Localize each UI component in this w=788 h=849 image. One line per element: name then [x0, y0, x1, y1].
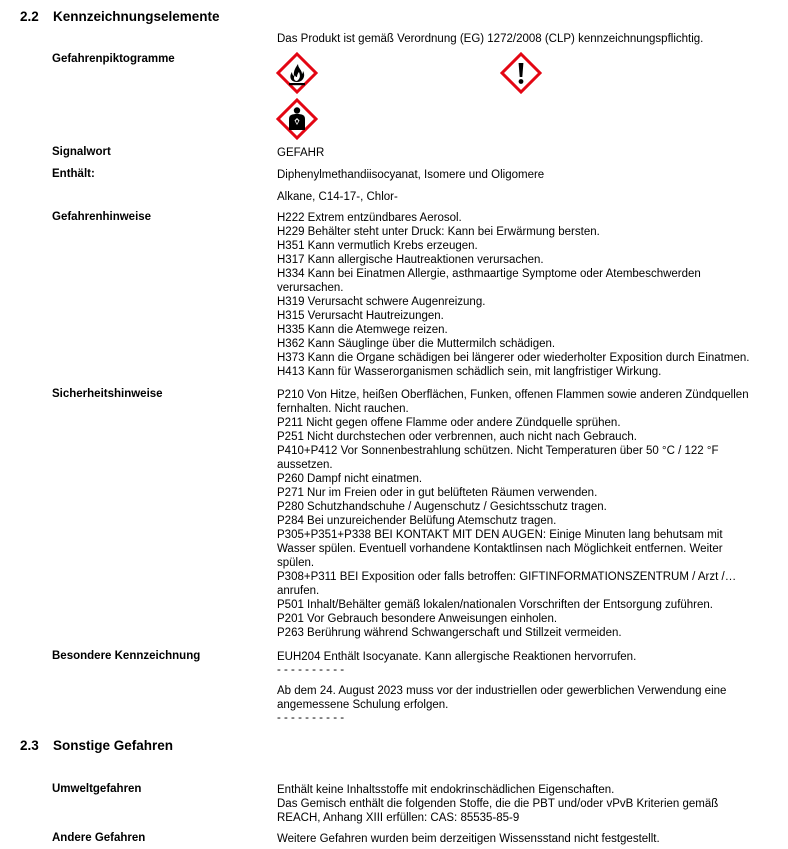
section-2-2-heading: [20, 9, 220, 24]
hazard-line: H351 Kann vermutlich Krebs erzeugen.: [277, 240, 478, 252]
precaution-line: P201 Vor Gebrauch besondere Anweisungen einholen.: [277, 613, 558, 625]
labeling-intro: Das Produkt ist gemäß Verordnung (EG) 1272/2008 (CLP) kennzeichnungspflichtig.: [277, 33, 704, 45]
environmental-line: Enthält keine Inhaltsstoffe mit endokrinschädlichen Eigenschaften.: [277, 784, 615, 796]
contains-label: Enthält:: [52, 168, 95, 180]
special-labeling-line: EUH204 Enthält Isocyanate. Kann allergische Reaktionen hervorrufen.: [277, 651, 637, 663]
precaution-line: P284 Bei unzureichender Belüfung Atemschutz tragen.: [277, 515, 557, 527]
hazard-line: H317 Kann allergische Hautreaktionen verursachen.: [277, 254, 544, 266]
hazard-line: H334 Kann bei Einatmen Allergie, asthmaartige Symptome oder Atembeschwerden: [277, 268, 701, 280]
precaution-line: P260 Dampf nicht einatmen.: [277, 473, 423, 485]
other-hazards-value: Weitere Gefahren wurden beim derzeitigen Wissensstand nicht festgestellt.: [277, 833, 660, 845]
precaution-line: P211 Nicht gegen offene Flamme oder andere Zündquelle sprühen.: [277, 417, 621, 429]
contains-item: Diphenylmethandiisocyanat, Isomere und Oligomere: [277, 169, 545, 181]
environmental-hazards-text: [277, 783, 782, 825]
precaution-line: P251 Nicht durchstechen oder verbrennen, auch nicht nach Gebrauch.: [277, 431, 637, 443]
hazard-line: H222 Extrem entzündbares Aerosol.: [277, 212, 462, 224]
precaution-line: P305+P351+P338 BEI KONTAKT MIT DEN AUGEN: Einige Minuten lang behutsam mit: [277, 529, 723, 541]
hazard-statements-list: [277, 211, 782, 379]
signal-word-value: GEFAHR: [277, 147, 325, 159]
precaution-line: fernhalten. Nicht rauchen.: [277, 403, 409, 415]
hazard-line: H373 Kann die Organe schädigen bei längerer oder wiederholter Exposition durch Einatmen.: [277, 352, 750, 364]
environmental-line: Das Gemisch enthält die folgenden Stoffe, die die PBT und/oder vPvB Kriterien gemäß: [277, 798, 719, 810]
hazard-statements-label: Gefahrenhinweise: [52, 211, 152, 223]
precautionary-statements-label: Sicherheitshinweise: [52, 388, 163, 400]
hazard-line: H315 Verursacht Hautreizungen.: [277, 310, 444, 322]
hazard-line: verursachen.: [277, 282, 344, 294]
hazard-line: H413 Kann für Wasserorganismen schädlich sein, mit langfristiger Wirkung.: [277, 366, 662, 378]
special-labeling-label: Besondere Kennzeichnung: [52, 650, 201, 662]
precaution-line: anrufen.: [277, 585, 320, 597]
precaution-line: P263 Berührung während Schwangerschaft und Stillzeit vermeiden.: [277, 627, 622, 639]
signal-word-label: Signalwort: [52, 146, 111, 158]
other-hazards-label: Andere Gefahren: [52, 832, 146, 844]
flame-pictogram-icon: [276, 52, 318, 94]
section-title: Sonstige Gefahren: [53, 738, 174, 753]
section-number: 2.2: [20, 9, 39, 24]
health-hazard-pictogram-icon: [276, 98, 318, 140]
dash-divider: - - - - - - - - - -: [277, 664, 345, 676]
precaution-line: P308+P311 BEI Exposition oder falls betroffen: GIFTINFORMATIONSZENTRUM / Arzt /…: [277, 571, 737, 583]
precaution-line: P210 Von Hitze, heißen Oberflächen, Funken, offenen Flammen sowie anderen Zündquellen: [277, 389, 749, 401]
section-2-3-heading: [20, 738, 173, 753]
precaution-line: Wasser spülen. Eventuell vorhandene Kontaktlinsen nach Möglichkeit entfernen. Weiter: [277, 543, 723, 555]
precaution-line: P280 Schutzhandschuhe / Augenschutz / Gesichtsschutz tragen.: [277, 501, 607, 513]
precaution-line: P410+P412 Vor Sonnenbestrahlung schützen. Nicht Temperaturen über 50 °C / 122 °F: [277, 445, 719, 457]
special-labeling-block: [277, 650, 782, 725]
dash-divider: - - - - - - - - - -: [277, 712, 345, 724]
precaution-line: aussetzen.: [277, 459, 333, 471]
hazard-line: H319 Verursacht schwere Augenreizung.: [277, 296, 486, 308]
section-title: Kennzeichnungselemente: [53, 9, 220, 24]
precaution-line: P271 Nur im Freien oder in gut belüfteten Räumen verwenden.: [277, 487, 598, 499]
environmental-hazards-label: Umweltgefahren: [52, 783, 142, 795]
precaution-line: spülen.: [277, 557, 315, 569]
special-labeling-line: Ab dem 24. August 2023 muss vor der industriellen oder gewerblichen Verwendung eine: [277, 685, 727, 697]
hazard-line: H362 Kann Säuglinge über die Muttermilch schädigen.: [277, 338, 556, 350]
pictograms-label: Gefahrenpiktogramme: [52, 53, 175, 65]
contains-item: Alkane, C14-17-, Chlor-: [277, 191, 398, 203]
special-labeling-line: angemessene Schulung erfolgen.: [277, 699, 449, 711]
precautionary-statements-list: [277, 388, 782, 640]
environmental-line: REACH, Anhang XIII erfüllen: CAS: 85535-85-9: [277, 812, 520, 824]
exclamation-pictogram-icon: [500, 52, 542, 94]
precaution-line: P501 Inhalt/Behälter gemäß lokalen/nationalen Vorschriften der Entsorgung zuführen.: [277, 599, 714, 611]
hazard-line: H229 Behälter steht unter Druck: Kann bei Erwärmung bersten.: [277, 226, 600, 238]
hazard-line: H335 Kann die Atemwege reizen.: [277, 324, 448, 336]
section-number: 2.3: [20, 738, 39, 753]
